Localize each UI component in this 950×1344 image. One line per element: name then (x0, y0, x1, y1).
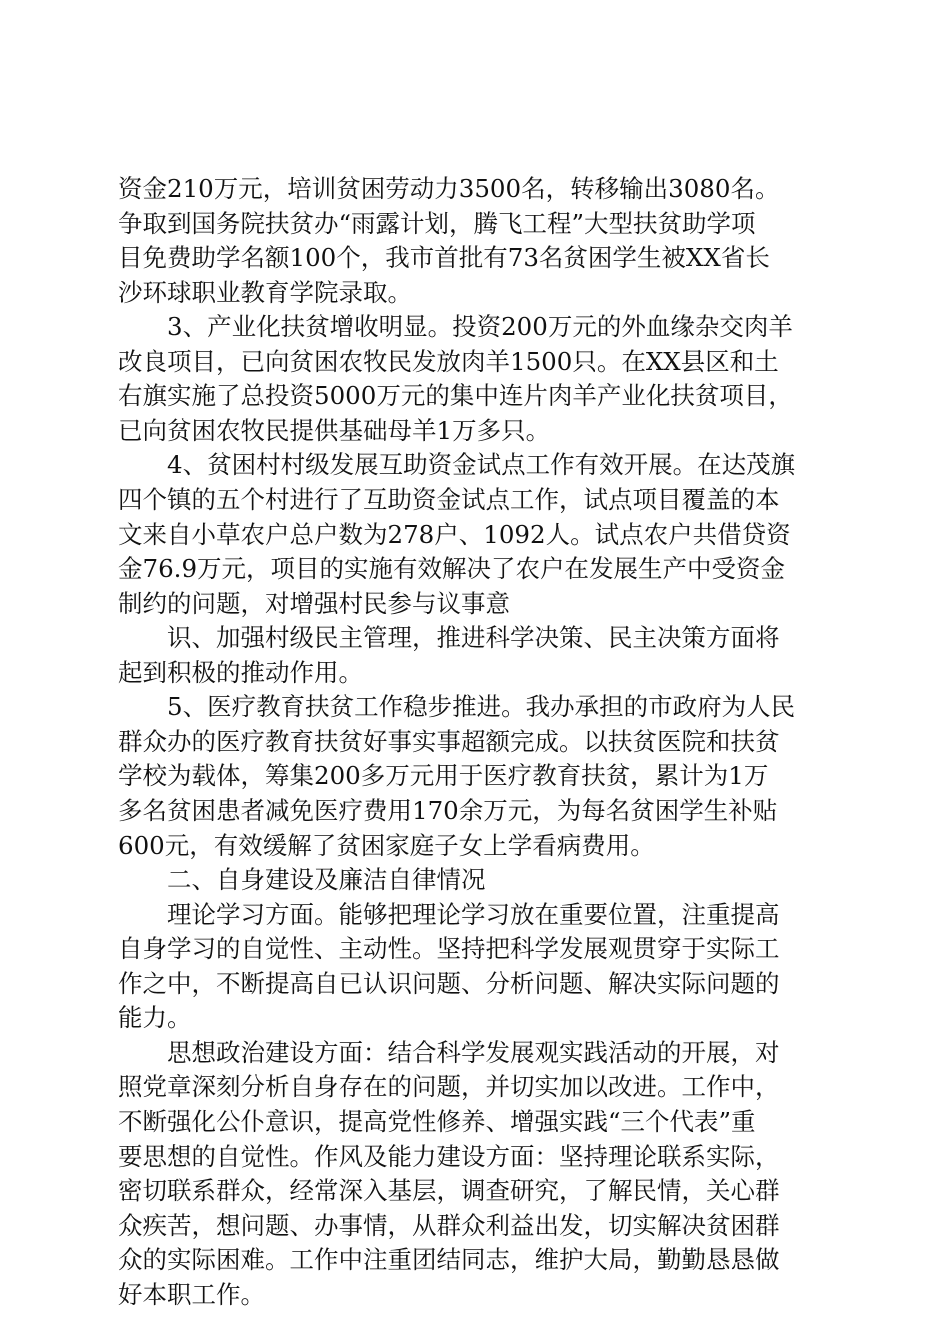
body-text-line: 争取到国务院扶贫办“雨露计划，腾飞工程”大型扶贫助学项 (118, 209, 756, 238)
body-text-line: 要思想的自觉性。作风及能力建设方面：坚持理论联系实际， (118, 1142, 780, 1171)
body-text-line: 资金210万元，培训贫困劳动力3500名，转移输出3080名。 (118, 174, 780, 203)
body-text-line: 群众办的医疗教育扶贫好事实事超额完成。以扶贫医院和扶贫 (118, 727, 780, 756)
body-text-line: 密切联系群众，经常深入基层，调查研究，了解民情，关心群 (118, 1176, 780, 1205)
body-text-line: 5、医疗教育扶贫工作稳步推进。我办承担的市政府为人民 (118, 692, 796, 721)
body-text-line: 起到积极的推动作用。 (118, 658, 363, 687)
body-text-line: 众的实际困难。工作中注重团结同志，维护大局，勤勤恳恳做 (118, 1245, 780, 1274)
body-text-line: 右旗实施了总投资5000万元的集中连片肉羊产业化扶贫项目， (118, 381, 793, 410)
body-text-line: 改良项目，已向贫困农牧民发放肉羊1500只。在XX县区和土 (118, 347, 779, 376)
body-text-line: 能力。 (118, 1003, 192, 1032)
body-text-line: 600元，有效缓解了贫困家庭子女上学看病费用。 (118, 831, 655, 860)
body-text-line: 照党章深刻分析自身存在的问题，并切实加以改进。工作中， (118, 1072, 780, 1101)
body-text-line: 文来自小草农户总户数为278户、1092人。试点农户共借贷资 (118, 520, 791, 549)
body-text-line: 金76.9万元，项目的实施有效解决了农户在发展生产中受资金 (118, 554, 786, 583)
section-heading: 二、自身建设及廉洁自律情况 (118, 865, 486, 894)
body-text-line: 多名贫困患者减免医疗费用170余万元，为每名贫困学生补贴 (118, 796, 778, 825)
body-text-line: 思想政治建设方面：结合科学发展观实践活动的开展，对 (118, 1038, 780, 1067)
body-text-line: 3、产业化扶贫增收明显。投资200万元的外血缘杂交肉羊 (118, 312, 793, 341)
body-text-line: 识、加强村级民主管理，推进科学决策、民主决策方面将 (118, 623, 780, 652)
body-text-line: 沙环球职业教育学院录取。 (118, 278, 412, 307)
body-text-line: 理论学习方面。能够把理论学习放在重要位置，注重提高 (118, 900, 780, 929)
body-text-line: 不断强化公仆意识，提高党性修养、增强实践“三个代表”重 (118, 1107, 756, 1136)
body-text-line: 众疾苦，想问题、办事情，从群众利益出发，切实解决贫困群 (118, 1211, 780, 1240)
body-text-line: 自身学习的自觉性、主动性。坚持把科学发展观贯穿于实际工 (118, 934, 780, 963)
body-text-line: 学校为载体，筹集200多万元用于医疗教育扶贫，累计为1万 (118, 761, 769, 790)
body-text-line: 已向贫困农牧民提供基础母羊1万多只。 (118, 416, 551, 445)
body-text-line: 好本职工作。 (118, 1280, 265, 1309)
body-text-line: 4、贫困村村级发展互助资金试点工作有效开展。在达茂旗 (118, 450, 796, 479)
body-text-line: 作之中，不断提高自已认识问题、分析问题、解决实际问题的 (118, 969, 780, 998)
body-text-line: 目免费助学名额100个，我市首批有73名贫困学生被XX省长 (118, 243, 770, 272)
body-text-line: 制约的问题，对增强村民参与议事意 (118, 589, 510, 618)
body-text-line: 四个镇的五个村进行了互助资金试点工作，试点项目覆盖的本 (118, 485, 780, 514)
